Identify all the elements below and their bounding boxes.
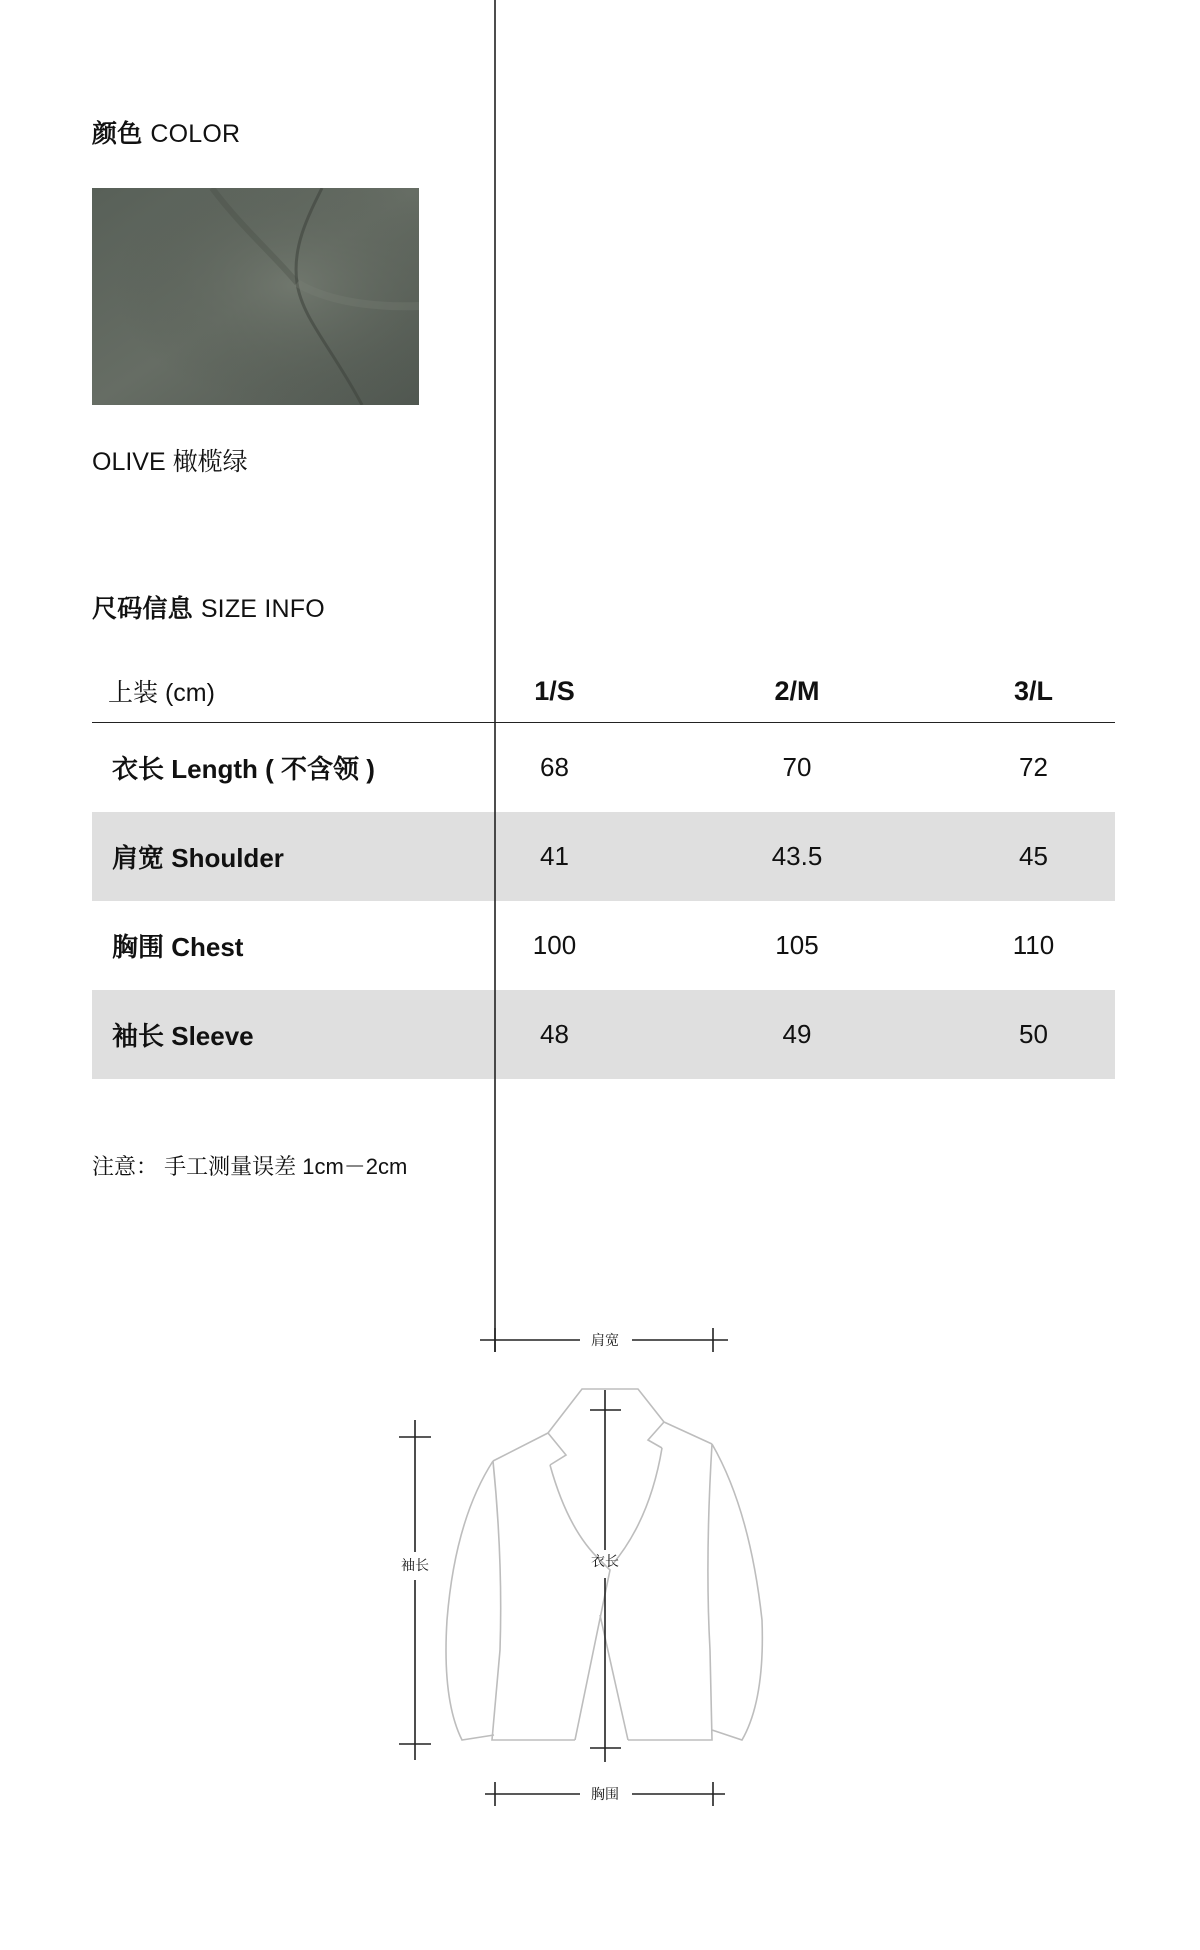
chest-label: 胸围 xyxy=(591,1787,619,1803)
cell-value: 110 xyxy=(1012,930,1055,960)
table-row-chest xyxy=(92,901,1115,990)
size-table-header-row xyxy=(92,660,1115,723)
jacket-outline-icon xyxy=(446,1389,762,1740)
cell-value: 105 xyxy=(775,930,819,960)
cell-value: 48 xyxy=(467,990,642,1079)
size-table xyxy=(92,660,1115,1079)
row-label: 衣长 Length ( 不含领 ) xyxy=(112,754,375,784)
header-size-m: 2/M xyxy=(642,660,952,723)
shoulder-label: 肩宽 xyxy=(591,1333,619,1349)
cell-value: 68 xyxy=(540,752,569,782)
size-title-zh: 尺码信息 xyxy=(92,595,193,623)
olive-color-swatch[interactable] xyxy=(92,188,419,405)
cell-value: 49 xyxy=(642,990,952,1079)
row-label: 肩宽 Shoulder xyxy=(92,812,467,901)
fabric-swatch-image xyxy=(92,188,419,405)
cell-value: 41 xyxy=(467,812,642,901)
table-row-shoulder xyxy=(92,812,1115,901)
color-title-zh: 颜色 xyxy=(92,120,143,148)
row-label: 胸围 Chest xyxy=(112,932,244,962)
sleeve-label: 袖长 xyxy=(401,1558,429,1574)
cell-value: 72 xyxy=(1019,752,1048,782)
header-size-s: 1/S xyxy=(467,660,642,723)
header-unit: 上装 (cm) xyxy=(92,660,467,723)
cell-value: 43.5 xyxy=(642,812,952,901)
size-section-title xyxy=(92,589,325,625)
cell-value: 50 xyxy=(952,990,1115,1079)
cell-value: 100 xyxy=(532,930,577,960)
cell-value: 70 xyxy=(782,752,812,782)
table-row-sleeve xyxy=(92,990,1115,1079)
length-label: 衣长 xyxy=(591,1554,619,1570)
header-size-l: 3/L xyxy=(952,660,1115,723)
measurement-note: 注意： 手工测量误差 1cm－2cm xyxy=(92,1154,408,1179)
size-title-en: SIZE INFO xyxy=(200,595,325,623)
swatch-color-name: OLIVE 橄榄绿 xyxy=(92,448,248,476)
row-label: 袖长 Sleeve xyxy=(92,990,467,1079)
table-row-length xyxy=(92,723,1115,813)
color-title-en: COLOR xyxy=(150,120,241,148)
cell-value: 45 xyxy=(952,812,1115,901)
color-section-title xyxy=(92,114,240,150)
